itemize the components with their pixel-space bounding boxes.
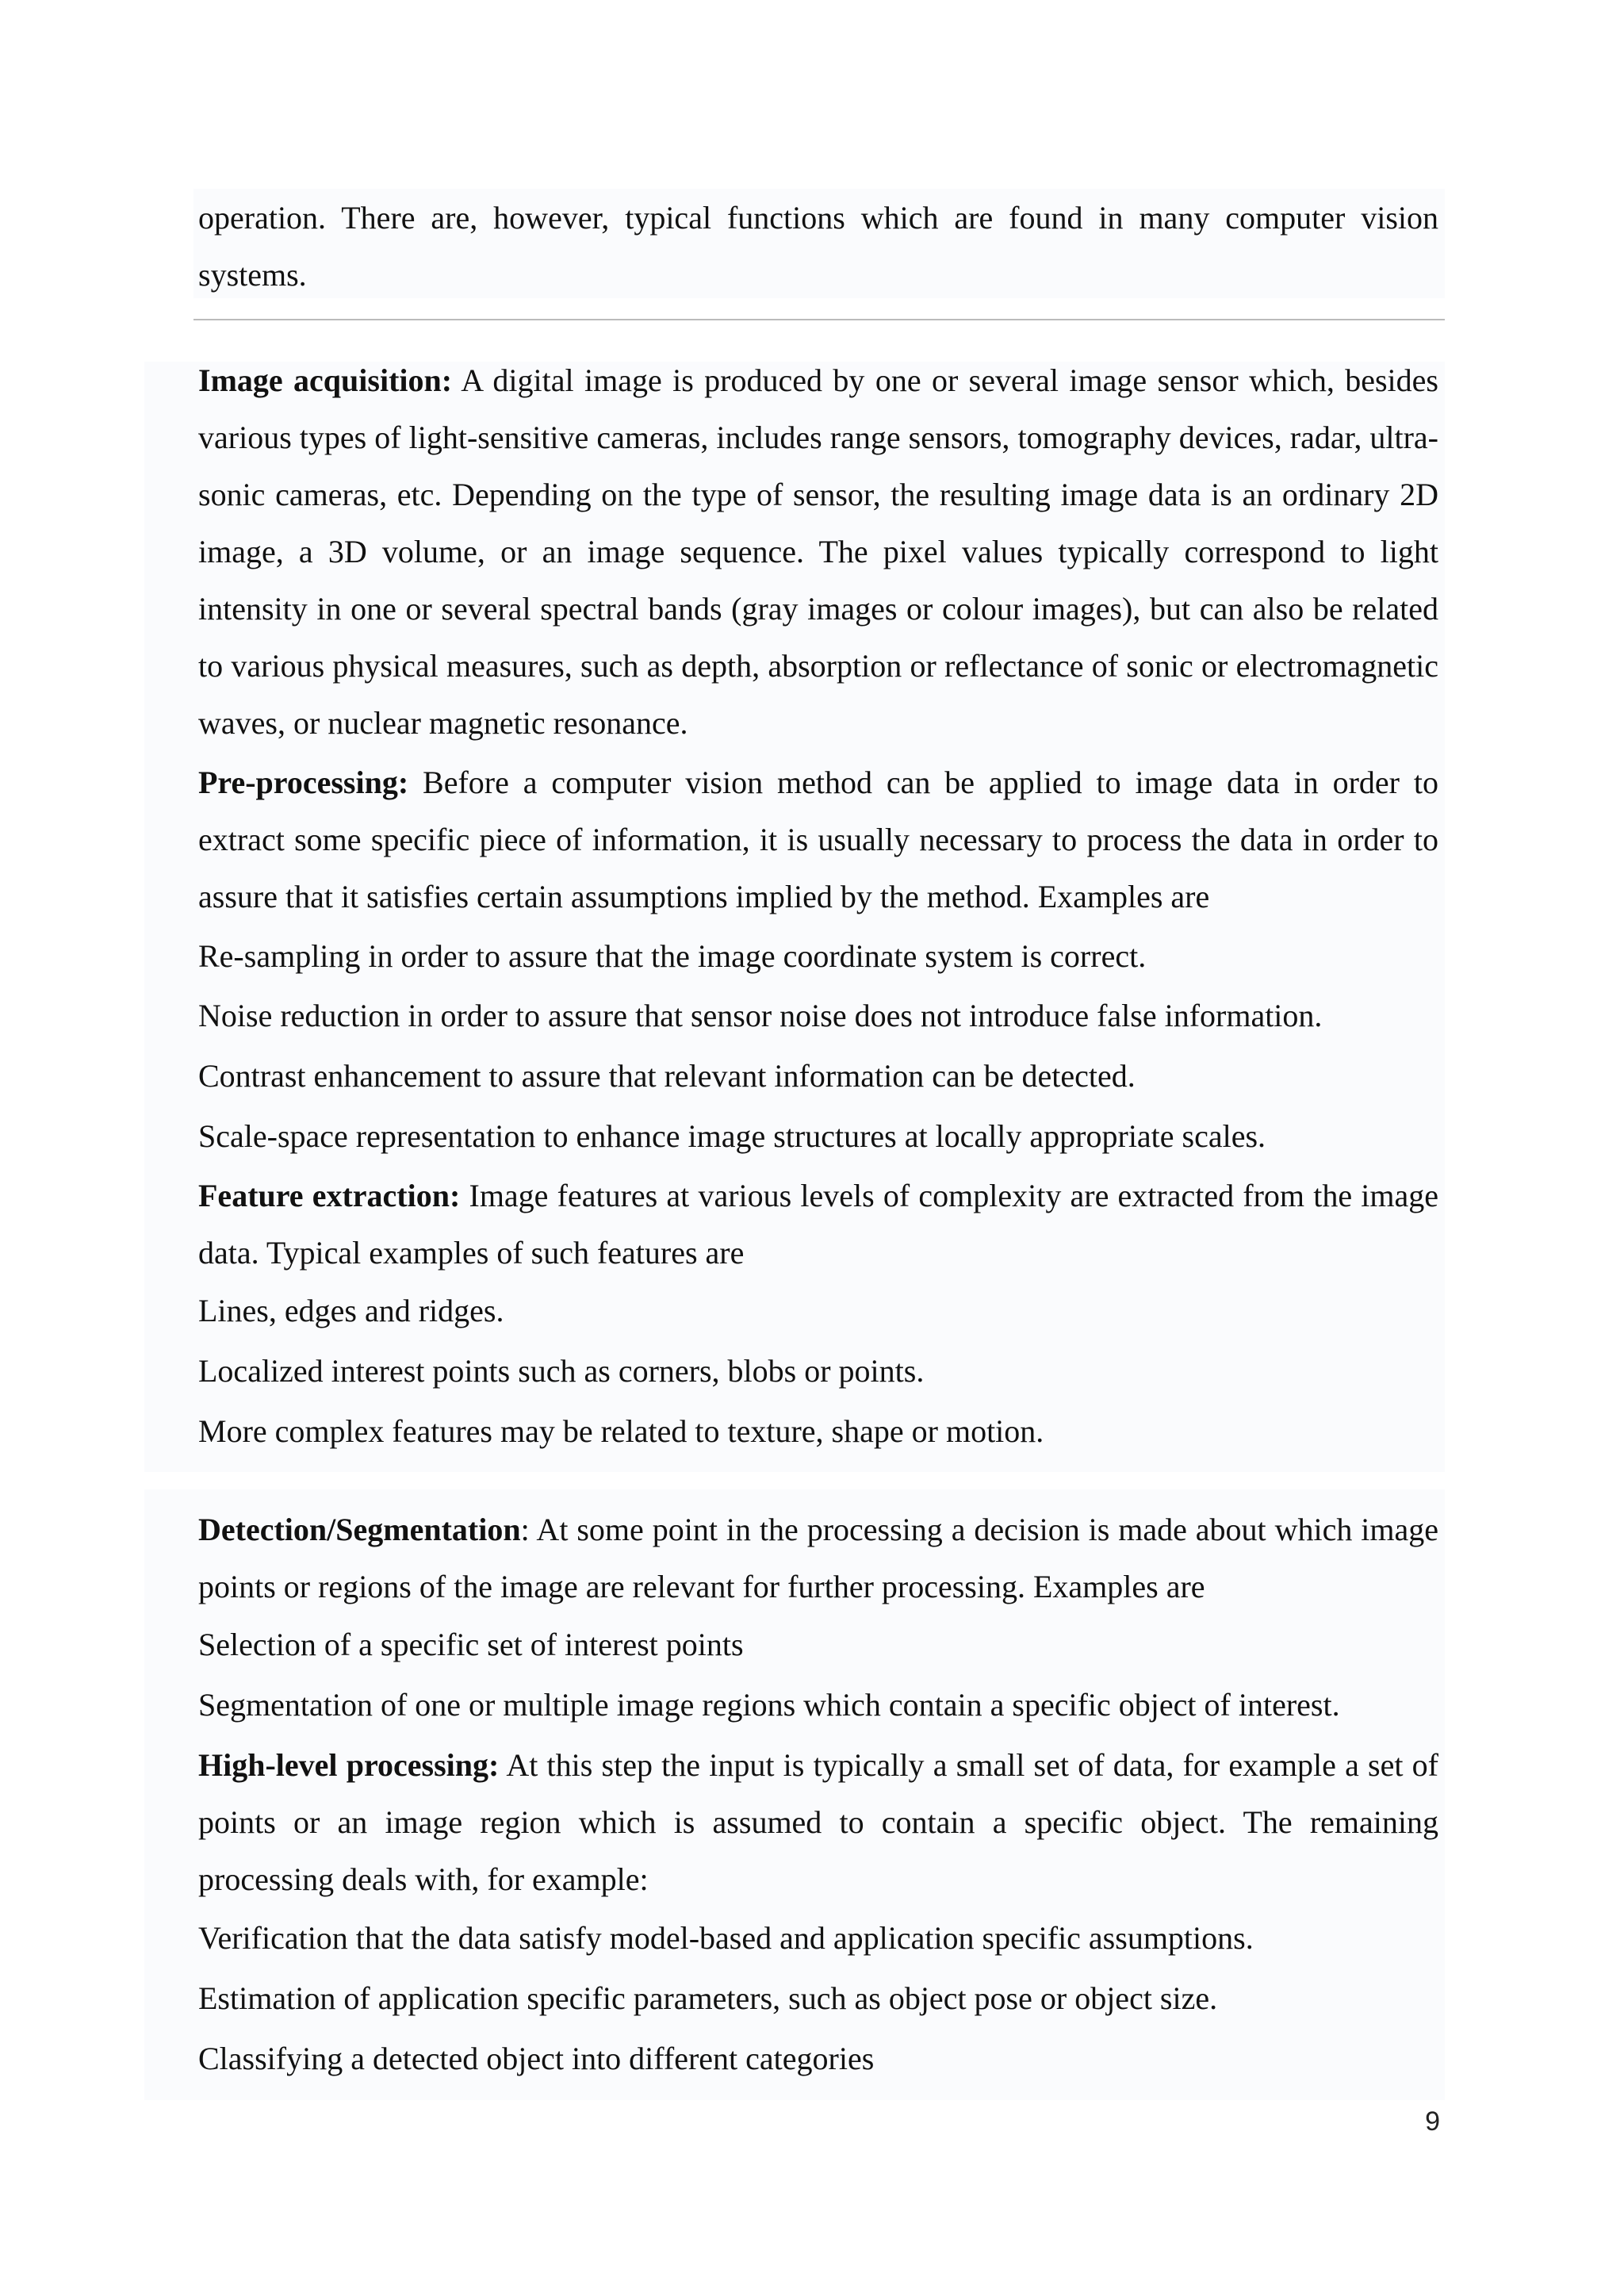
detection-segmentation-heading: Detection/Segmentation bbox=[198, 1512, 521, 1547]
feature-extraction-heading: Feature extraction: bbox=[198, 1178, 461, 1213]
list-item: Localized interest points such as corners, blobs or points. bbox=[198, 1353, 925, 1389]
list-item: Lines, edges and ridges. bbox=[198, 1293, 504, 1328]
high-level-processing-paragraph bbox=[198, 1737, 1438, 1908]
list-item: Estimation of application specific parameters, such as object pose or object size. bbox=[198, 1980, 1218, 2016]
list-item: Re-sampling in order to assure that the image coordinate system is correct. bbox=[198, 938, 1147, 974]
pre-processing-text: Before a computer vision method can be applied to image data in order to extract some specific piece of information, it is usually necessary to process the data in order to assure that it satisfies certain assumptions implied by the method. Examples are bbox=[198, 765, 1438, 914]
list-item: Noise reduction in order to assure that sensor noise does not introduce false information. bbox=[198, 998, 1323, 1033]
list-item: Verification that the data satisfy model-based and application specific assumptions. bbox=[198, 1920, 1254, 1956]
pre-processing-heading: Pre-processing: bbox=[198, 765, 409, 800]
list-item: Contrast enhancement to assure that relevant information can be detected. bbox=[198, 1058, 1136, 1094]
list-item: Scale-space representation to enhance image structures at locally appropriate scales. bbox=[198, 1118, 1266, 1154]
list-item: Segmentation of one or multiple image regions which contain a specific object of interest. bbox=[198, 1687, 1340, 1723]
feature-extraction-text: Image features at various levels of complexity are extracted from the image data. Typical examples of such features are bbox=[198, 1178, 1438, 1271]
list-item: Selection of a specific set of interest points bbox=[198, 1627, 744, 1662]
image-acquisition-text: A digital image is produced by one or several image sensor which, besides various types of light-sensitive cameras, includes range sensors, tomography devices, radar, ultra-sonic cameras, etc. Depending on the type of sensor, the resulting image data is an ordinary 2D image, a 3D volume, or an image sequence. The pixel values typically correspond to light intensity in one or several spectral bands (gray images or colour images), but can also be related to various physical measures, such as depth, absorption or reflectance of sonic or electromagnetic waves, or nuclear magnetic resonance. bbox=[198, 362, 1438, 741]
image-acquisition-paragraph bbox=[198, 352, 1438, 752]
intro-paragraph: operation. There are, however, typical functions which are found in many computer vision systems. bbox=[198, 200, 1438, 293]
pre-processing-paragraph bbox=[198, 754, 1438, 926]
page-number: 9 bbox=[1425, 2106, 1440, 2137]
detection-segmentation-paragraph bbox=[198, 1501, 1438, 1616]
detection-segmentation-text: : At some point in the processing a decision is made about which image points or regions of the image are relevant for further processing. Examples are bbox=[198, 1512, 1438, 1604]
list-item: More complex features may be related to texture, shape or motion. bbox=[198, 1413, 1044, 1449]
horizontal-divider bbox=[193, 319, 1445, 320]
high-level-processing-heading: High-level processing: bbox=[198, 1747, 500, 1783]
high-level-processing-text: At this step the input is typically a small set of data, for example a set of points or an image region which is assumed to contain a specific object. The remaining processing deals with, for example: bbox=[198, 1747, 1439, 1897]
list-item: Classifying a detected object into different categories bbox=[198, 2041, 875, 2076]
feature-extraction-paragraph bbox=[198, 1167, 1438, 1282]
image-acquisition-heading: Image acquisition: bbox=[198, 362, 453, 398]
